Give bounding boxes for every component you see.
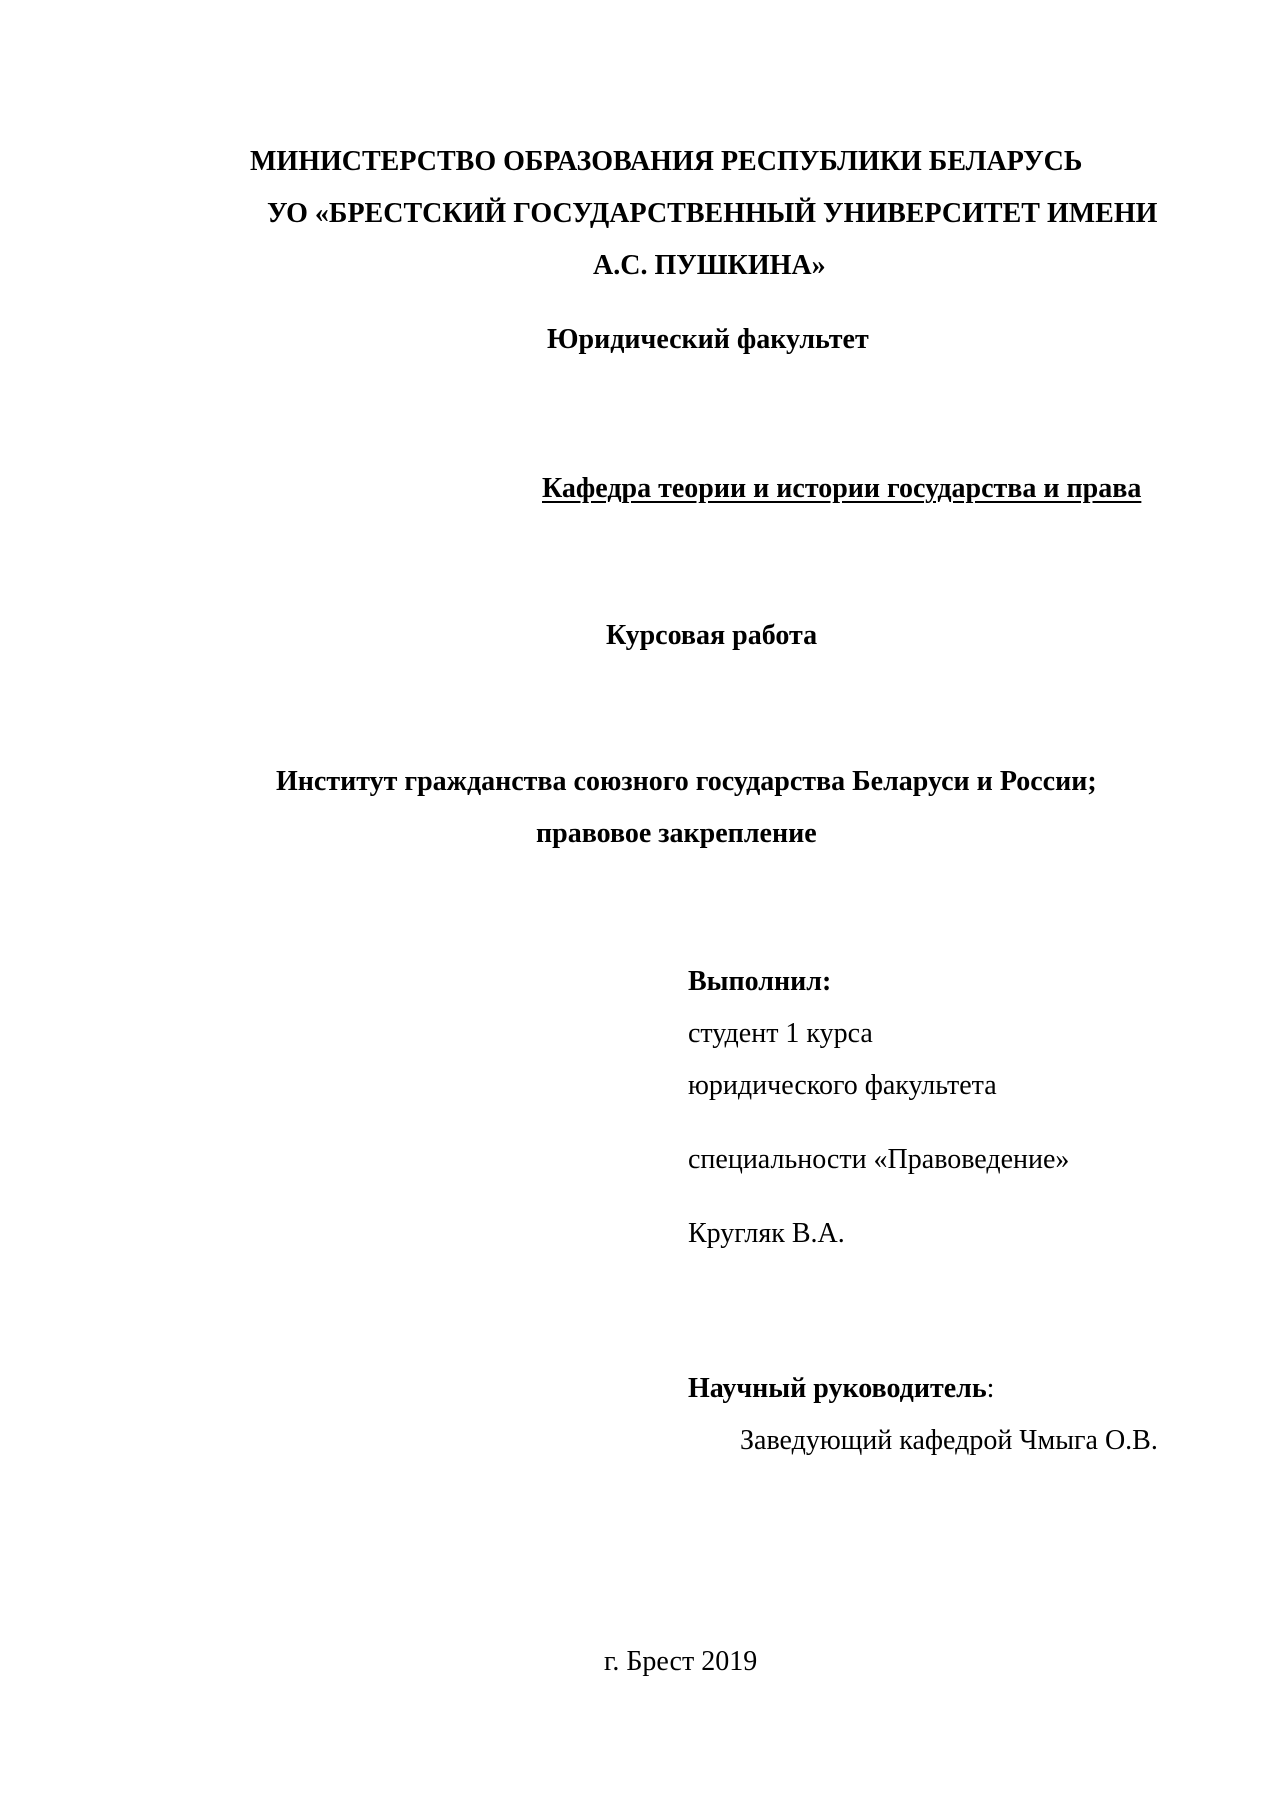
ministry-heading: МИНИСТЕРСТВО ОБРАЗОВАНИЯ РЕСПУБЛИКИ БЕЛАРУСЬ <box>250 146 1083 177</box>
author-faculty: юридического факультета <box>688 1070 997 1101</box>
faculty-name: Юридический факультет <box>547 324 869 355</box>
supervisor-name: Заведующий кафедрой Чмыга О.В. <box>740 1425 1158 1456</box>
work-title-line2: правовое закрепление <box>536 818 817 849</box>
work-type: Курсовая работа <box>606 620 818 651</box>
supervisor-label-line <box>688 1372 994 1406</box>
supervisor-label: Научный руководитель <box>688 1373 987 1404</box>
university-heading-line2: А.С. ПУШКИНА» <box>593 250 826 281</box>
city-year: г. Брест 2019 <box>604 1646 758 1677</box>
university-heading-line1: УО «БРЕСТСКИЙ ГОСУДАРСТВЕННЫЙ УНИВЕРСИТЕТ ИМЕНИ <box>267 198 1158 229</box>
work-title-line1: Институт гражданства союзного государства Беларуси и России; <box>276 766 1097 797</box>
author-label: Выполнил: <box>688 966 832 997</box>
author-name: Кругляк В.А. <box>688 1218 845 1249</box>
author-specialty: специальности «Правоведение» <box>688 1144 1070 1175</box>
department-name: Кафедра теории и истории государства и права <box>542 473 1142 504</box>
supervisor-colon: : <box>986 1373 995 1404</box>
author-course: студент 1 курса <box>688 1018 873 1049</box>
